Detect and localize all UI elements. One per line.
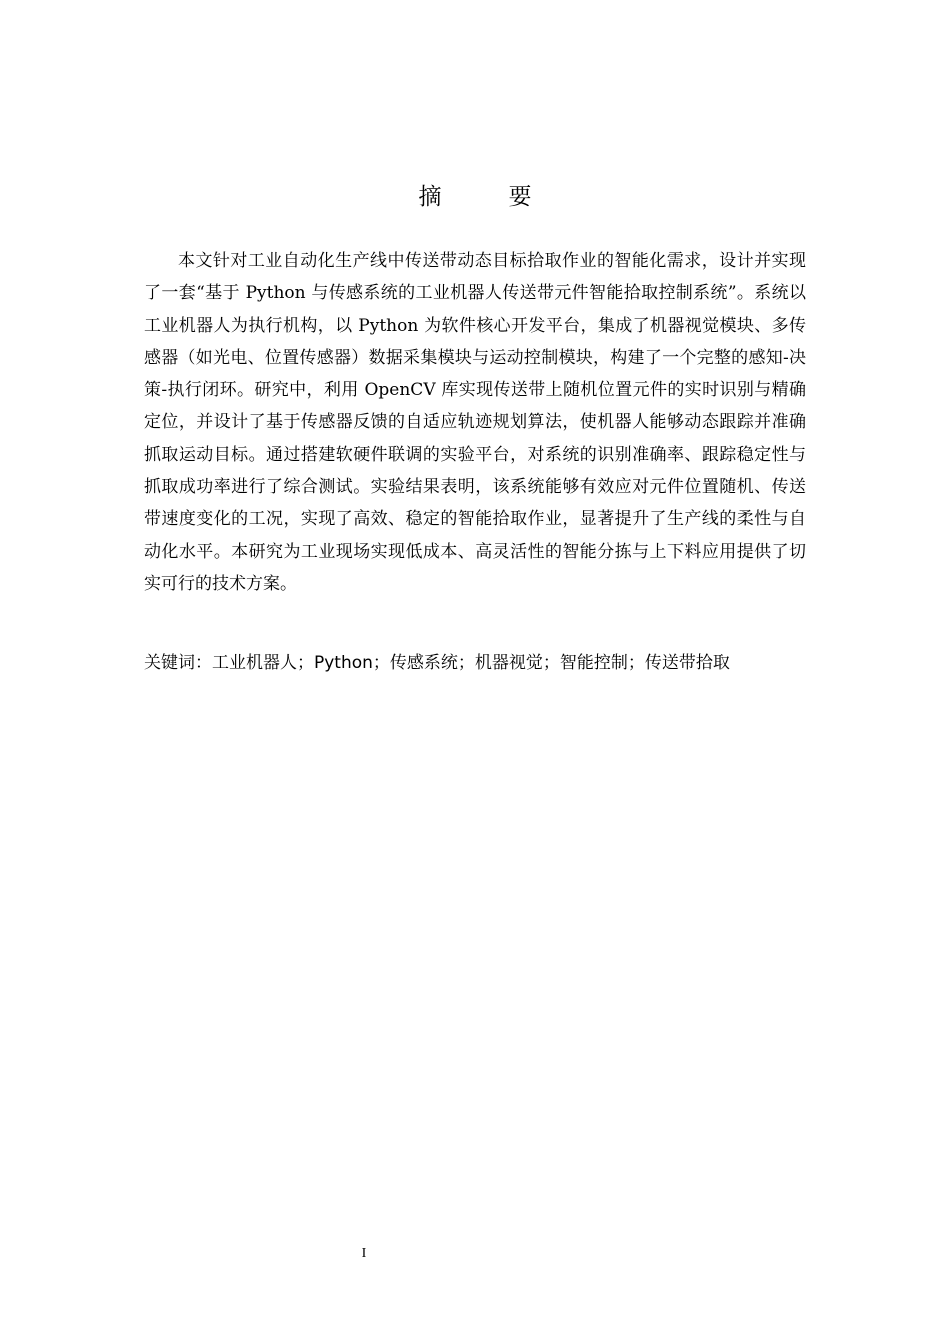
page-number: I bbox=[361, 1246, 367, 1261]
abstract-title: 摘 要 bbox=[418, 184, 554, 210]
abstract-paragraph: 本文针对工业自动化生产线中传送带动态目标拾取作业的智能化需求，设计并实现了一套“基于 Python 与传感系统的工业机器人传送带元件智能拾取控制系统”。系统以工业机器人为执行机构，以 Python 为软件核心开发平台，集成了机器视觉模块、多传感器（如光电、位置传感器）数据采集模块与运动控制模块，构建了一个完整的感知-决策-执行闭环。研究中，利用 OpenCV 库实现传送带上随机位置元件的实时识别与精确定位，并设计了基于传感器反馈的自适应轨迹规划算法，使机器人能够动态跟踪并准确抓取运动目标。通过搭建软硬件联调的实验平台，对系统的识别准确率、跟踪稳定性与抓取成功率进行了综合测试。实验结果表明，该系统能够有效应对元件位置随机、传送带速度变化的工况，实现了高效、稳定的智能拾取作业，显著提升了生产线的柔性与自动化水平。本研究为工业现场实现低成本、高灵活性的智能分拣与上下料应用提供了切实可行的技术方案。 bbox=[144, 251, 806, 594]
keywords-line: 关键词：工业机器人；Python；传感系统；机器视觉；智能控制；传送带拾取 bbox=[144, 653, 730, 673]
